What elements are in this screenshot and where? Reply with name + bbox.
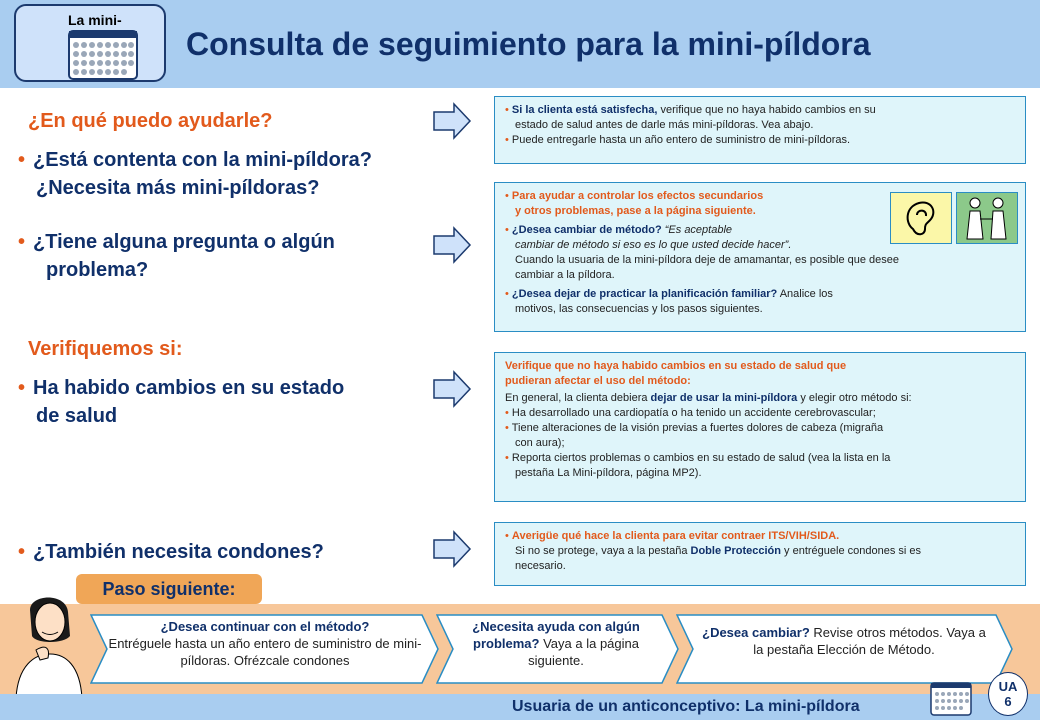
- woman-thinking-icon: [6, 588, 90, 698]
- help-heading: ¿En qué puedo ayudarle?: [28, 110, 273, 132]
- panel-condoms: • Averigüe qué hace la clienta para evitar contraer ITS/VIH/SIDA. Si no se protege, vaya a la pestaña Doble Protección y entréguele condones si es necesario.: [494, 522, 1026, 586]
- step-continue[interactable]: ¿Desea continuar con el método? Entréguele hasta un año entero de suministro de mini-píldoras. Ofrézcale condones: [108, 619, 422, 668]
- tab-label: La mini-: [68, 12, 122, 28]
- arrow-right-icon: [432, 226, 472, 264]
- section-badge: UA 6: [988, 672, 1028, 716]
- question-satisfied: • ¿Está contenta con la mini-píldora? ¿Necesita más mini-píldoras?: [18, 149, 372, 199]
- arrow-right-icon: [432, 370, 472, 408]
- arrow-right-icon: [432, 530, 472, 568]
- question-problem: • ¿Tiene alguna pregunta o algún problema?: [18, 231, 335, 281]
- panel-health-check: Verifique que no haya habido cambios en su estado de salud que pudieran afectar el uso del método: En general, la clienta debiera dejar de usar la mini-píldora y elegir otro método si: • Ha desarrollado una cardiopatía o ha tenido un accidente cerebrovascular; • Tiene alteraciones de la visión previas a fuertes dolores de cabeza (migraña con aura); • Reporta ciertos problemas o cambios en su estado de salud (vea la lista en la pestaña La Mini-píldora, página MP2).: [494, 352, 1026, 502]
- panel-problems: • Para ayudar a controlar los efectos secundarios y otros problemas, pase a la página siguiente. • ¿Desea cambiar de método? “Es aceptable cambiar de método si eso es lo que usted decide hacer”. Cuando la usuaria de la mini-píldora deje de amamantar, es posible que desee cambiar a la píldora. • ¿Desea dejar de practicar la planificación familiar? Analice los motivos, las consecuencias y los pasos siguientes.: [494, 182, 1026, 332]
- question-condoms: • ¿También necesita condones?: [18, 541, 324, 563]
- next-step-label: Paso siguiente:: [76, 574, 262, 604]
- section-tab[interactable]: [14, 4, 166, 82]
- ear-icon: [890, 192, 952, 244]
- verify-heading: Verifiquemos si:: [28, 338, 183, 360]
- step-problem[interactable]: ¿Necesita ayuda con algún problema? Vaya a la página siguiente.: [472, 619, 640, 668]
- question-health-change: • Ha habido cambios en su estado de salud: [18, 377, 345, 427]
- page-title: Consulta de seguimiento para la mini-píldora: [186, 26, 871, 62]
- step-change[interactable]: ¿Desea cambiar? Revise otros métodos. Vaya a la pestaña Elección de Método.: [702, 625, 986, 657]
- arrow-right-icon: [432, 102, 472, 140]
- pill-pack-icon: [930, 682, 972, 716]
- panel-satisfied: • Si la clienta está satisfecha, verifique que no haya habido cambios en su estado de salud antes de darle más mini-píldoras. Vea abajo. • Puede entregarle hasta un año entero de suministro de mini-píldoras.: [494, 96, 1026, 164]
- footer-title: Usuaria de un anticonceptivo: La mini-píldora: [512, 698, 860, 715]
- consultation-illustration-icon: [956, 192, 1018, 244]
- pill-pack-icon: [68, 30, 138, 80]
